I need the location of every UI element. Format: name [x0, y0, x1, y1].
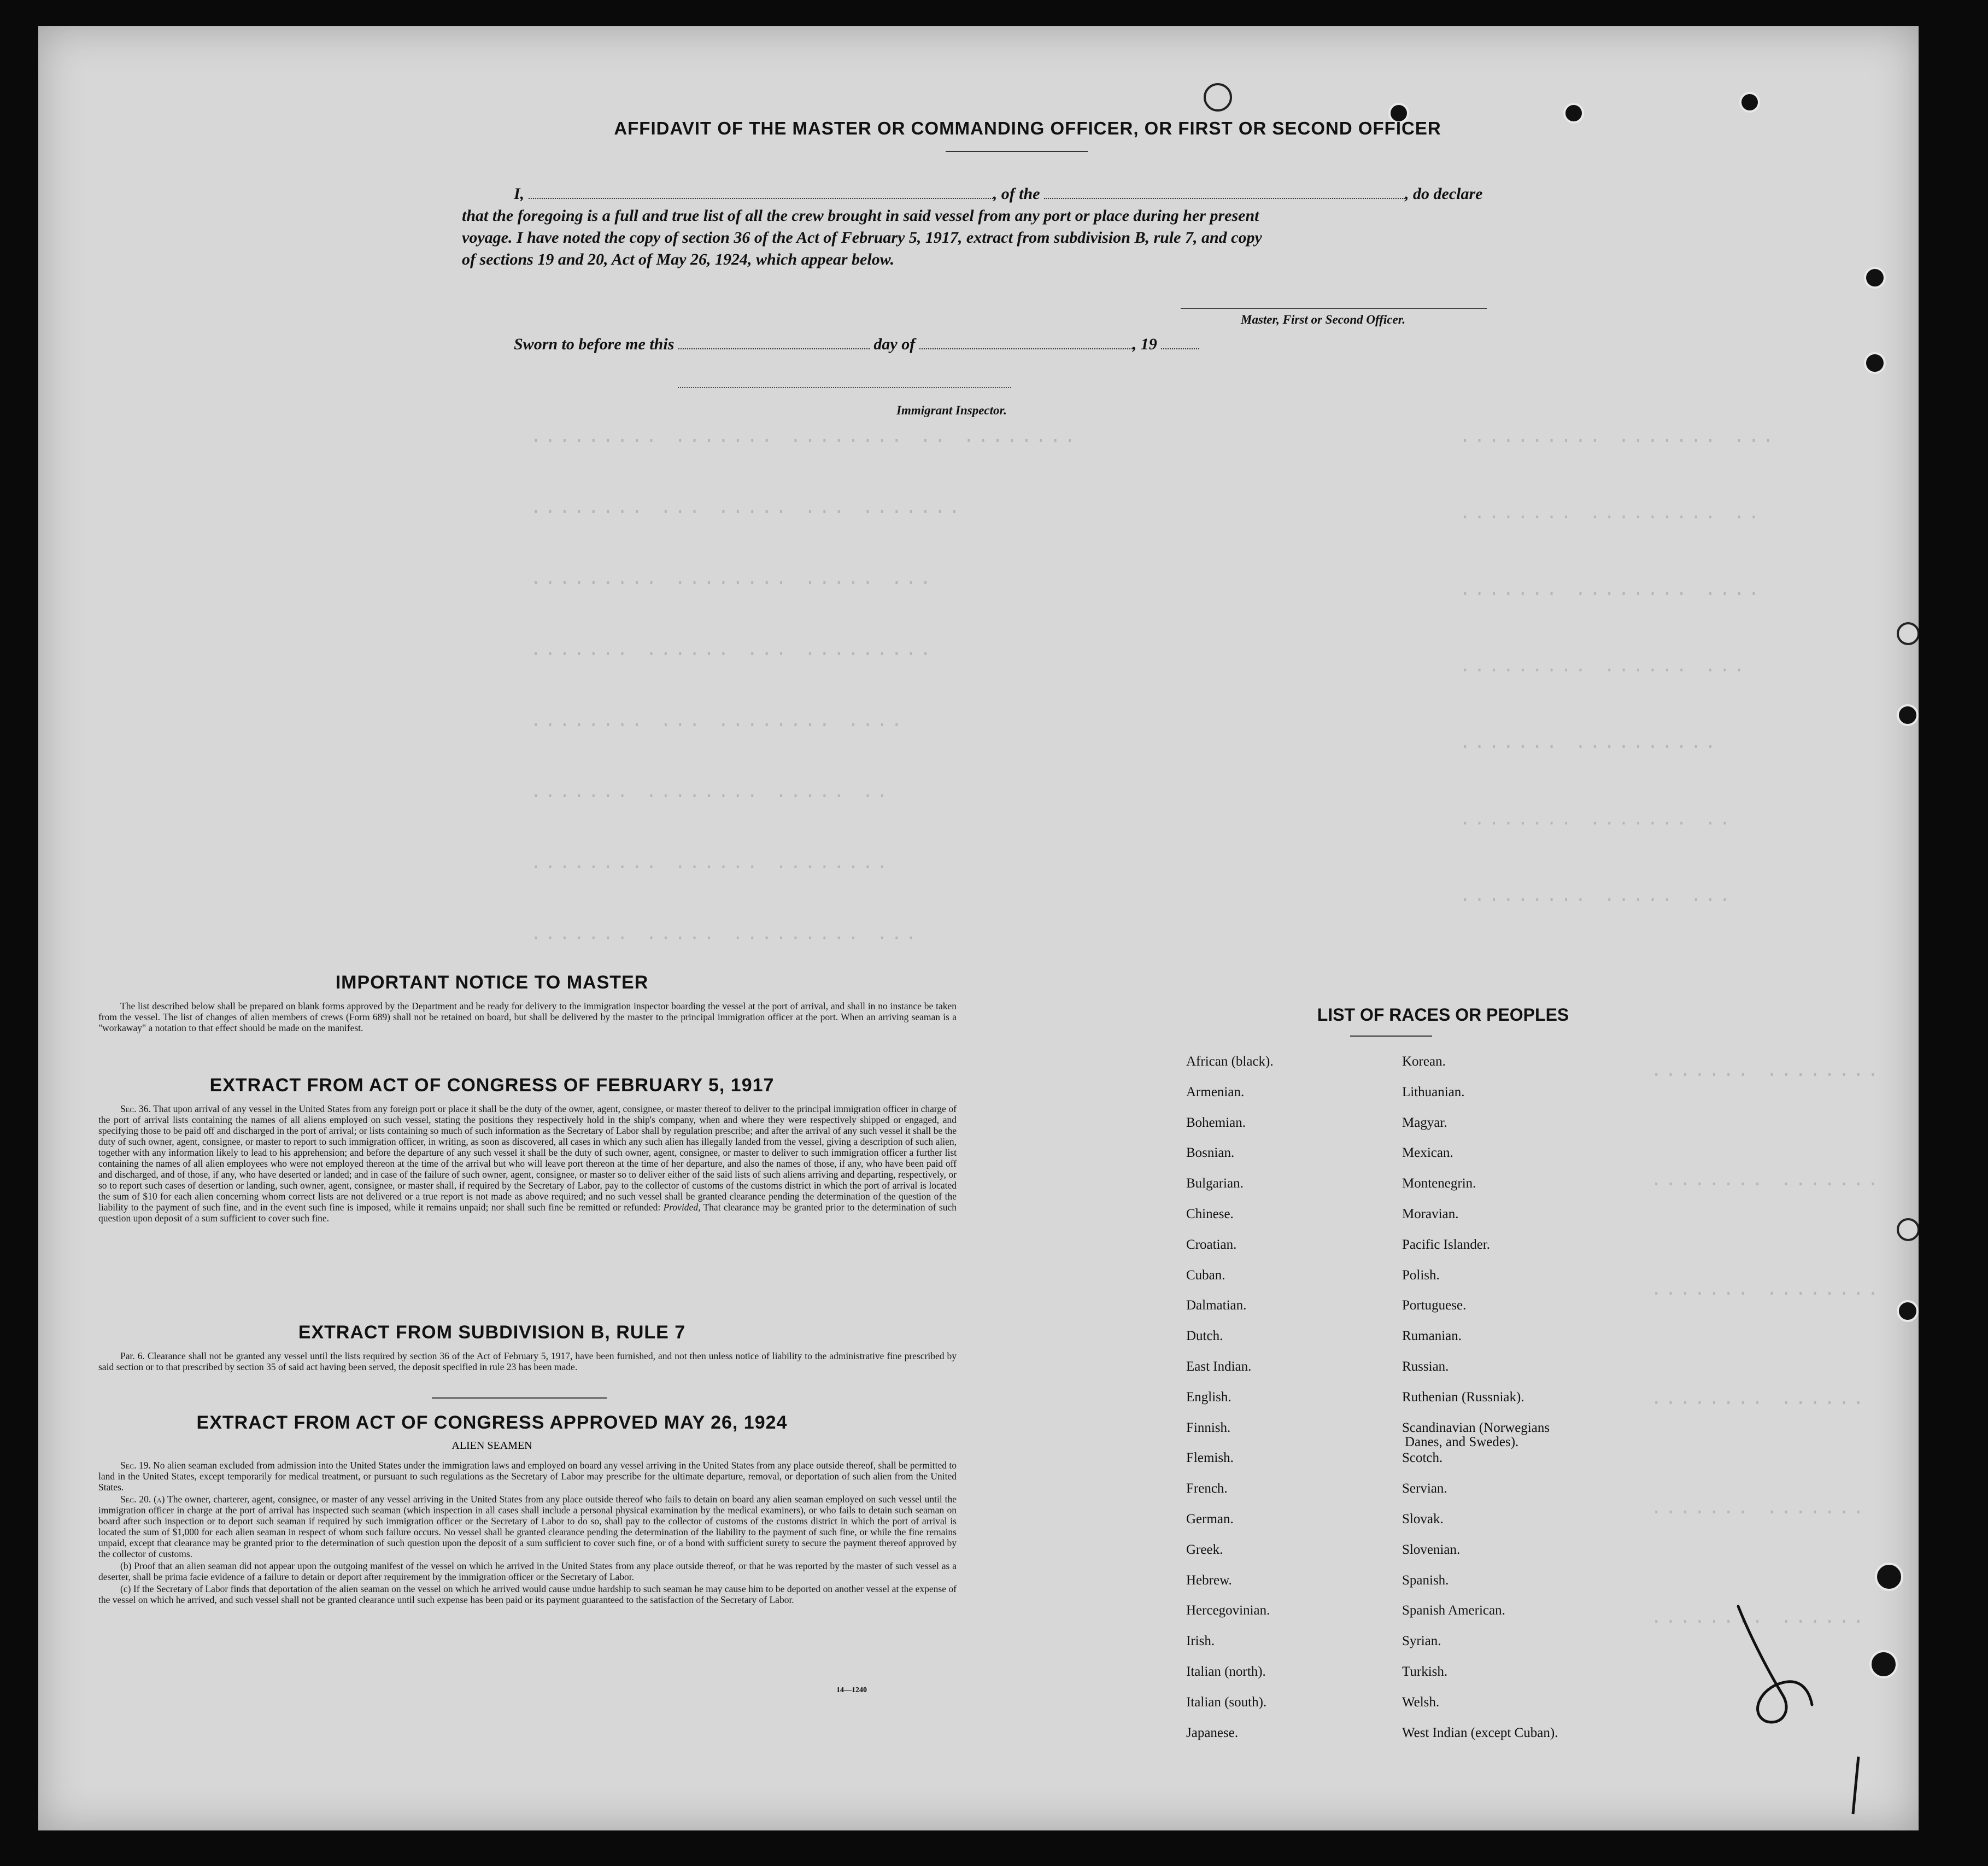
- race-item: African (black).: [1186, 1054, 1274, 1069]
- day-of-label: day of: [873, 335, 916, 353]
- punch-hole: [1897, 622, 1919, 645]
- race-item: Dutch.: [1186, 1329, 1223, 1344]
- rule7-text: Par. 6. Clearance shall not be granted any vessel until the lists required by section 36 of the Act of February 5, 1917, have been furnished, and not then unless notice of liability to the administrative fine prescribed by said section or to that prescribed by section 35 of said act having been served, the deposit specified in rule 23 has been made.: [98, 1350, 957, 1372]
- affidavit-line-4: of sections 19 and 20, Act of May 26, 1924, which appear below.: [462, 250, 895, 268]
- race-item: Hebrew.: [1186, 1572, 1232, 1588]
- sworn-day-field[interactable]: [678, 337, 870, 349]
- race-item: Italian (south).: [1186, 1694, 1267, 1710]
- race-item: Bohemian.: [1186, 1115, 1246, 1130]
- inspector-signature-line[interactable]: [678, 387, 1011, 388]
- race-item: Danes, and Swedes).: [1405, 1434, 1519, 1449]
- punch-hole: [1875, 1563, 1903, 1591]
- extract-1924-body: [98, 1460, 957, 1606]
- race-item: Scandinavian (Norwegians: [1402, 1420, 1550, 1435]
- race-item: Italian (north).: [1186, 1664, 1266, 1679]
- vessel-name-field[interactable]: [1044, 187, 1405, 199]
- race-item: Polish.: [1402, 1267, 1440, 1283]
- notice-title: IMPORTANT NOTICE TO MASTER: [335, 972, 649, 993]
- rule7-body: [98, 1350, 957, 1373]
- sworn-label: Sworn to before me this: [514, 335, 675, 353]
- extract-1917-title: EXTRACT FROM ACT OF CONGRESS OF FEBRUARY 5, 1917: [209, 1075, 775, 1096]
- race-item: English.: [1186, 1389, 1231, 1405]
- document-page: ········· ······· ········ ·· ········ ········ ··· ····· ··· ······· ········· ········ ····· ··· ······· ······ ··· ········· ········ ··· ········ ···· ······· ········ ····· ·· ········· ······ ········ ······· ····· ········· ··· ·········· ······· ··· ········ ········· ·· ······· ········ ···· ········· ······ ··· ······· ·········· ········ ······· ·· ········· ····· ··· ······· ········ ········ ······· ······· ········ ········ ······ ······· ······· ········ ······ AFFIDAVIT OF THE MASTER OR COMMANDING OFFICER, OR FIRST OR SECOND OFFICER I, , of the , do declare that the foregoing is a full and true list of all the crew brought in said vessel from any port or place during her present voyage. I have noted the copy of section 36 of the Act of February 5, 1917, extract from subdivision B, rule 7, and copy of sections 19 and 20, Act of May 26, 1924, which appear below. Master, First or Second Officer. Sworn to before me this day of , 19 Immigrant Inspector. IMPORTANT NOTICE TO MASTER The list described below shall be prepared on blank forms approved by the Department and be ready for delivery to the immigration inspector boarding the vessel at the port of arrival, and shall in no instance be taken from the vessel. The list of changes of alien members of crews (Form 689) shall not be retained on board, but shall be delivered by the master to the principal immigration officer at the port. When an arriving seaman is a "workaway" a notation to that effect should be made on the manifest. EXTRACT FROM ACT OF CONGRESS OF FEBRUARY 5, 1917 Sec. 36. That upon arrival of any vessel in the United States from any foreign port or place it shall be the duty of the owner, agent, consignee, or master thereof to deliver to the principal immigration officer in charge of the port of arrival lists containing the names of all aliens employed on such vessel, stating the positions they respectively hold in the ship's company, when and where they were respectively shipped or engaged, and specifying those to be paid off and discharged in the port of arrival; or lists containing so much of such information as the Secretary of Labor shall by regulation prescribe; and after the arrival of any such vessel it shall be the duty of such owner, agent, consignee, or master to report to such immigration officer, in writing, as soon as discovered, all cases in which any such alien has illegally landed from the vessel, giving a description of such alien, together with any information likely to lead to his apprehension; and before the departure of any such vessel it shall be the duty of such owner, agent, consignee, or master to deliver to such immigration officer a further list containing the names of all alien employees who were not employed thereon at the time of the arrival but who will leave port thereon at the time of her departure, and also the names of those, if any, who have been paid off and discharged, and of those, if any, who have deserted or landed; and in case of the failure of such owner, agent, consignee, or master so to deliver either of the said lists of such aliens arriving and departing, respectively, or so to report such cases of desertion or landing, such owner, agent, consignee, or master shall, if required by the Secretary of Labor, pay to the collector of customs of the customs district in which the port of arrival is located the sum of $10 for each alien concerning whom correct lists are not delivered or a true report is not made as above required; and no such vessel shall be granted clearance pending the determination of the question of the liability to the payment of such fine, and in the event such fine is imposed, while it remains unpaid; nor shall such fine be remitted or refunded: Provided, That clearance may be granted prior to the determination of such question upon deposit of a sum sufficient to cover such fine. EXTRACT FROM SUBDIVISION B, RULE 7 Par. 6. Clearance shall not be granted any vessel until the lists required by section 36 of the Act of February 5, 1917, have been furnished, and not then unless notice of liability to the administrative fine prescribed by said section or to that prescribed by section 35 of said act having been served, the deposit specified in rule 23 has been made. EXTRACT FROM ACT OF CONGRESS APPROVED MAY 26, 1924 ALIEN SEAMEN Sec. 19. No alien seaman excluded from admission into the United States under the immigration laws and employed on board any vessel arriving in the United States from any place outside thereof, shall be permitted to land in the United States, except temporarily for medical treatment, or pursuant to such regulations as the Secretary of Labor may prescribe for the ultimate departure, removal, or deportation of such alien from the United States. Sec. 20. (a) The owner, charterer, agent, consignee, or master of any vessel arriving in the United States from any place outside thereof who fails to detain on board any alien seaman employed on such vessel until the immigration officer in charge at the port of arrival has inspected such seaman (which inspection in all cases shall include a personal physical examination by the medical examiners), or who fails to detain such seaman on board after such inspection or to deport such seaman if required by such immigration officer or the Secretary of Labor to do so, shall pay to the collector of customs of the customs district in which the port of arrival is located the sum of $1,000 for each alien seaman in respect of whom such failure occurs. No vessel shall be granted clearance pending the determination of the liability to the payment of such fine, or while the fine remains unpaid, except that clearance may be granted prior to the determination of such question upon the deposit of a sum sufficient to cover such fine, or of a bond with sufficient surety to secure the payment thereof approved by the collector of customs. (b) Proof that an alien seaman did not appear upon the outgoing manifest of the vessel on which he arrived in the United States from any place outside thereof, or that he was reported by the master of such vessel as a deserter, shall be prima facie evidence of a failure to detain or deport after requirement by the immigration officer or the Secretary of Labor. (c) If the Secretary of Labor finds that deportation of the alien seaman on the vessel on which he arrived would cause undue hardship to such seaman he may cause him to be deported on another vessel at the expense of the vessel on which he arrived, and such vessel shall not be granted clearance until such expense has been paid or its payment guaranteed to the satisfaction of the Secretary of Labor. 14—1240 LIST OF RACES OR PEOPLES African (black). Armenian. Bohemian. Bosnian. Bulgarian. Chinese. Croatian. Cuban. Dalmatian. Dutch. East Indian. English. Finnish. Flemish. French. German. Greek. Hebrew. Hercegovinian. Irish. Italian (north). Italian (south). Japanese. Korean. Lithuanian. Magyar. Mexican. Montenegrin. Moravian. Pacific Islander. Polish. Portuguese. Rumanian. Russian. Ruthenian (Russniak). Scandinavian (Norwegians Danes, and Swedes). Scotch. Servian. Slovak. Slovenian. Spanish. Spanish American. Syrian. Turkish. Welsh. West Indian (except Cuban).: [38, 26, 1919, 1830]
- affidavit-line-2: that the foregoing is a full and true list of all the crew brought in said vessel from any port or place during her present: [462, 207, 1259, 225]
- handwritten-mark: [1700, 1601, 1842, 1743]
- race-item: Irish.: [1186, 1634, 1215, 1649]
- sec-20-label: Sec. 20. (a): [120, 1494, 165, 1505]
- extract-1924-title: EXTRACT FROM ACT OF CONGRESS APPROVED MAY 26, 1924: [196, 1412, 788, 1433]
- affidavit-line-1: [514, 185, 1482, 203]
- races-title: LIST OF RACES OR PEOPLES: [1317, 1005, 1569, 1025]
- race-item: Spanish.: [1402, 1572, 1449, 1588]
- sec-36-label: Sec. 36.: [120, 1103, 151, 1114]
- affidavit-title-rule: [946, 151, 1088, 152]
- edge-tick-mark: [1842, 1754, 1875, 1820]
- race-item: Korean.: [1402, 1054, 1446, 1069]
- race-item: Armenian.: [1186, 1084, 1245, 1099]
- races-title-rule: [1350, 1036, 1432, 1037]
- race-item: Bulgarian.: [1186, 1176, 1244, 1191]
- affidavit-line-3: voyage. I have noted the copy of section 36 of the Act of February 5, 1917, extract from subdivision B, rule 7, and copy: [462, 229, 1262, 247]
- race-item: Welsh.: [1402, 1694, 1440, 1710]
- race-item: Dalmatian.: [1186, 1298, 1247, 1313]
- race-item: Pacific Islander.: [1402, 1237, 1491, 1252]
- sec-20c-text: (c) If the Secretary of Labor finds that deportation of the alien seaman on the vessel on which he arrived would cause undue hardship to such seaman he may cause him to be deported on another vessel at the expense of the vessel on which he arrived, and such vessel shall not be granted clearance until such expense has been paid or its payment guaranteed to the satisfaction of the Secretary of Labor.: [98, 1583, 957, 1605]
- race-item: Japanese.: [1186, 1725, 1239, 1740]
- master-signature-line[interactable]: [1181, 308, 1487, 309]
- master-signature-label: Master, First or Second Officer.: [1241, 313, 1406, 326]
- race-item: Spanish American.: [1402, 1603, 1505, 1618]
- rule7-title: EXTRACT FROM SUBDIVISION B, RULE 7: [298, 1322, 686, 1343]
- notice-text: The list described below shall be prepared on blank forms approved by the Department and be ready for delivery to the immigration inspector boarding the vessel at the port of arrival, and shall in no instance be taken from the vessel. The list of changes of alien members of crews (Form 689) shall not be retained on board, but shall be delivered by the master to the principal immigration officer at the port. When an arriving seaman is a "workaway" a notation to that effect should be made on the manifest.: [98, 1001, 957, 1033]
- rule7-divider: [432, 1397, 607, 1399]
- race-item: Bosnian.: [1186, 1145, 1235, 1161]
- race-item: Montenegrin.: [1402, 1176, 1476, 1191]
- race-item: Syrian.: [1402, 1634, 1441, 1649]
- affidavit-title: AFFIDAVIT OF THE MASTER OR COMMANDING OFFICER, OR FIRST OR SECOND OFFICER: [614, 118, 1441, 138]
- provided-word: Provided,: [663, 1202, 701, 1213]
- race-item: Flemish.: [1186, 1450, 1234, 1466]
- race-item: Servian.: [1402, 1481, 1447, 1496]
- sworn-line: [514, 335, 1199, 354]
- race-item: Slovenian.: [1402, 1542, 1461, 1557]
- affidavit-i: I,: [514, 185, 525, 203]
- race-item: Portuguese.: [1402, 1298, 1467, 1313]
- punch-hole: [1897, 1300, 1919, 1322]
- race-item: Scotch.: [1402, 1450, 1443, 1466]
- sec-20b-text: (b) Proof that an alien seaman did not appear upon the outgoing manifest of the vessel on which he arrived in the United States from any place outside thereof, or that he was reported by the master of such vessel as a deserter, shall be prima facie evidence of a failure to detain or deport after requirement by the immigration officer or the Secretary of Labor.: [98, 1560, 957, 1582]
- affidavit-declare: , do declare: [1405, 185, 1483, 203]
- punch-hole: [1897, 704, 1919, 726]
- punch-hole: [1204, 83, 1232, 112]
- race-item: Finnish.: [1186, 1420, 1231, 1435]
- race-item: East Indian.: [1186, 1359, 1252, 1374]
- affidavit-of-the: , of the: [993, 185, 1040, 203]
- sworn-year-field[interactable]: [1161, 337, 1199, 349]
- race-item: Lithuanian.: [1402, 1084, 1465, 1099]
- race-item: Rumanian.: [1402, 1329, 1462, 1344]
- master-name-field[interactable]: [529, 187, 993, 199]
- race-item: French.: [1186, 1481, 1228, 1496]
- race-item: Croatian.: [1186, 1237, 1237, 1252]
- race-item: Magyar.: [1402, 1115, 1447, 1130]
- sworn-month-field[interactable]: [919, 337, 1133, 349]
- punch-hole: [1864, 352, 1886, 374]
- sec-19-label: Sec. 19.: [120, 1460, 151, 1471]
- race-item: Mexican.: [1402, 1145, 1453, 1161]
- sec-36-tail: That clearance may be granted prior to the determination of such question upon deposit of a sum sufficient to cover such fine.: [98, 1202, 957, 1224]
- punch-hole: [1739, 92, 1760, 113]
- race-item: Hercegovinian.: [1186, 1603, 1270, 1618]
- race-item: Chinese.: [1186, 1207, 1234, 1221]
- notice-body: [98, 1001, 957, 1034]
- alien-seamen-subtitle: ALIEN SEAMEN: [451, 1440, 532, 1452]
- race-item: Turkish.: [1402, 1664, 1448, 1679]
- race-item: Russian.: [1402, 1359, 1449, 1374]
- punch-hole: [1864, 267, 1886, 289]
- race-item: German.: [1186, 1512, 1234, 1526]
- race-item: Cuban.: [1186, 1267, 1225, 1283]
- sec-20a-text: The owner, charterer, agent, consignee, or master of any vessel arriving in the United States from any place outside thereof who fails to detain on board any alien seaman employed on such vessel until the immigration officer in charge at the port of arrival has inspected such seaman (which inspection in all cases shall include a personal physical examination by the medical examiners), or who fails to detain such seaman on board after such inspection or to deport such seaman if required by such immigration officer or the Secretary of Labor to do so, shall pay to the collector of customs of the customs district in which the port of arrival is located the sum of $1,000 for each alien seaman in respect of whom such failure occurs. No vessel shall be granted clearance pending the determination of the liability to the payment of such fine, or while the fine remains unpaid, except that clearance may be granted prior to the determination of such question upon the deposit of a sum sufficient to cover such fine, or of a bond with sufficient surety to secure the payment thereof approved by the collector of customs.: [98, 1494, 957, 1559]
- race-item: West Indian (except Cuban).: [1402, 1725, 1558, 1740]
- punch-hole: [1869, 1650, 1898, 1678]
- extract-1917-body: [98, 1103, 957, 1225]
- form-number: 14—1240: [836, 1686, 867, 1694]
- race-item: Greek.: [1186, 1542, 1223, 1557]
- race-item: Moravian.: [1402, 1207, 1459, 1221]
- punch-hole: [1897, 1218, 1919, 1241]
- inspector-signature-label: Immigrant Inspector.: [896, 403, 1007, 417]
- race-item: Slovak.: [1402, 1512, 1444, 1526]
- race-item: Ruthenian (Russniak).: [1402, 1389, 1524, 1405]
- sec-19-text: No alien seaman excluded from admission into the United States under the immigration laws and employed on board any vessel arriving in the United States from any place outside thereof, shall be permitted to land in the United States, except temporarily for medical treatment, or pursuant to such regulations as the Secretary of Labor may prescribe for the ultimate departure, removal, or deportation of such alien from the United States.: [98, 1460, 957, 1493]
- sec-36-text: That upon arrival of any vessel in the United States from any foreign port or place it shall be the duty of the owner, agent, consignee, or master thereof to deliver to the principal immigration officer in charge of the port of arrival lists containing the names of all aliens employed on such vessel, stating the positions they respectively hold in the ship's company, when and where they were respectively shipped or engaged, and specifying those to be paid off and discharged in the port of arrival; or lists containing so much of such information as the Secretary of Labor shall by regulation prescribe; and after the arrival of any such vessel it shall be the duty of such owner, agent, consignee, or master to report to such immigration officer, in writing, as soon as discovered, all cases in which any such alien has illegally landed from the vessel, giving a description of such alien, together with any information likely to lead to his apprehension; and before the departure of any such vessel it shall be the duty of such owner, agent, consignee, or master to deliver to such immigration officer a further list containing the names of all alien employees who were not employed thereon at the time of the arrival but who will leave port thereon at the time of her departure, and also the names of those, if any, who have been paid off and discharged, and of those, if any, who have deserted or landed; and in case of the failure of such owner, agent, consignee, or master so to deliver either of the said lists of such aliens arriving and departing, respectively, or so to report such cases of desertion or landing, such owner, agent, consignee, or master shall, if required by the Secretary of Labor, pay to the collector of customs of the customs district in which the port of arrival is located the sum of $10 for each alien concerning whom correct lists are not delivered or a true report is not made as above required; and no such vessel shall be granted clearance pending the determination of the question of the liability to the payment of such fine, and in the event such fine is imposed, while it remains unpaid; nor shall such fine be remitted or refunded:: [98, 1103, 957, 1213]
- year-label: , 19: [1132, 335, 1157, 353]
